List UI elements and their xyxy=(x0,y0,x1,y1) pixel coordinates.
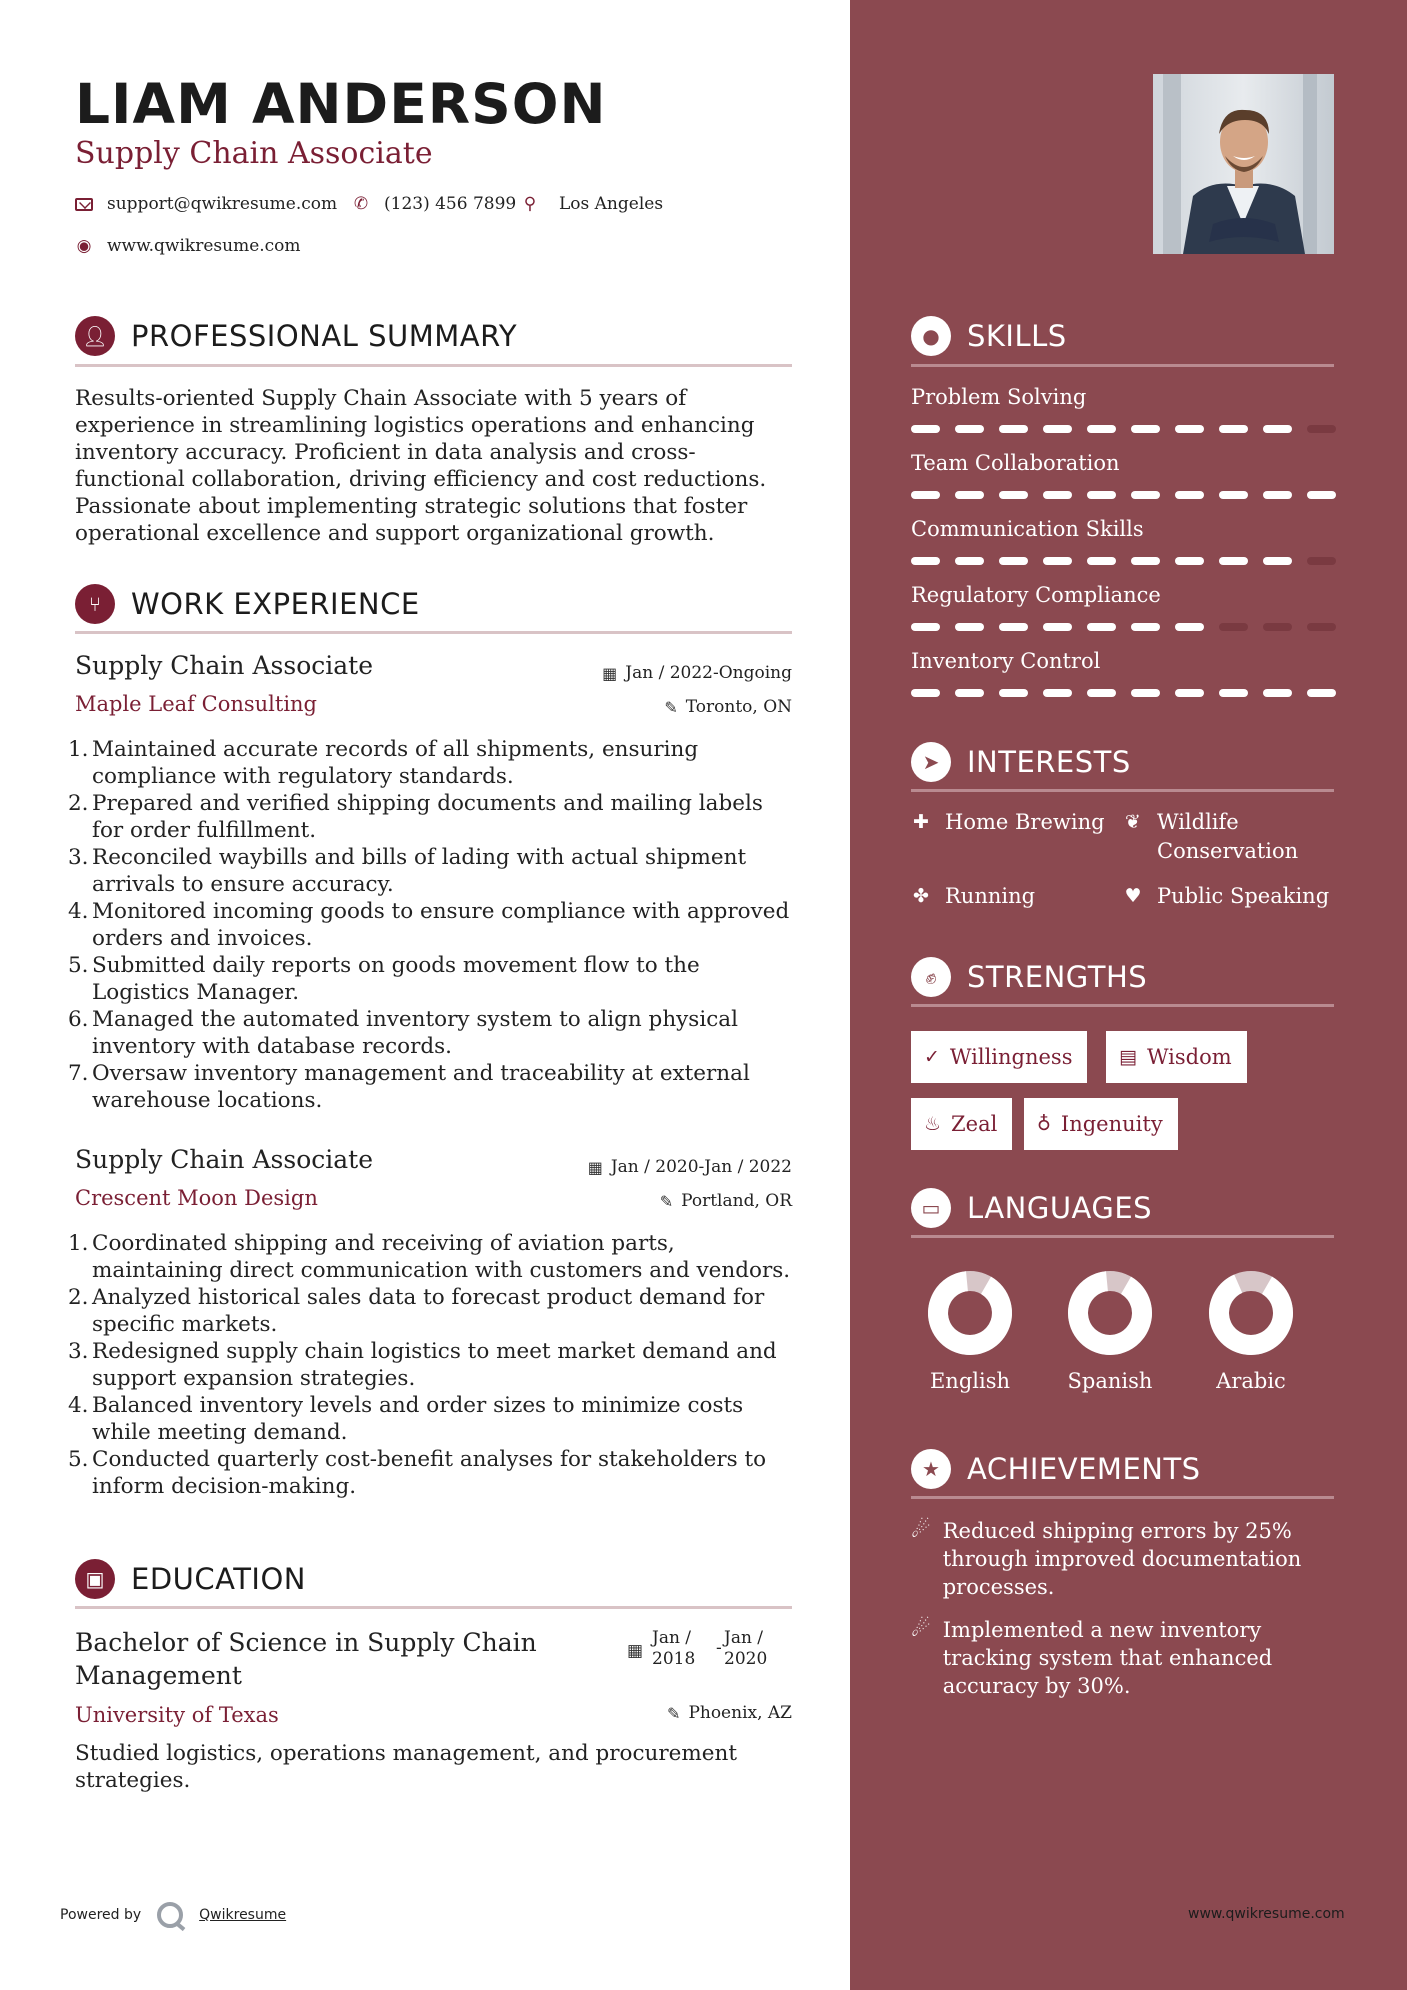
skill-dash xyxy=(911,557,940,565)
skill-meter xyxy=(911,689,1336,699)
achievements-heading-text: ACHIEVEMENTS xyxy=(967,1452,1201,1486)
map-marker-icon: ⚲ xyxy=(523,194,537,214)
languages-heading-text: LANGUAGES xyxy=(967,1191,1153,1225)
skill-dash xyxy=(911,491,940,499)
skill-dash xyxy=(1087,623,1116,631)
skill-dash xyxy=(1307,425,1336,433)
interests-divider xyxy=(911,789,1334,792)
skill-dash xyxy=(1087,689,1116,697)
skill-label: Communication Skills xyxy=(911,517,1144,541)
skill-dash xyxy=(1219,557,1248,565)
skill-dash xyxy=(1175,689,1204,697)
skills-heading-text: SKILLS xyxy=(967,319,1067,353)
education-heading-text: EDUCATION xyxy=(131,1562,307,1596)
list-item: 1. Maintained accurate records of all shipments, ensuring compliance with regulatory standards. xyxy=(68,737,699,789)
qwikresume-logo-icon xyxy=(157,1902,183,1928)
skill-dash xyxy=(1219,425,1248,433)
skill-meter xyxy=(911,557,1336,567)
footer-website[interactable]: www.qwikresume.com xyxy=(1188,1906,1345,1922)
skill-dash xyxy=(1131,425,1160,433)
lightbulb-icon: ♁ xyxy=(1037,1113,1051,1135)
skill-label: Regulatory Compliance xyxy=(911,583,1161,607)
contact-location xyxy=(521,194,663,214)
experience-heading-text: WORK EXPERIENCE xyxy=(131,587,420,621)
job-location xyxy=(560,697,792,717)
summary-text: Results-oriented Supply Chain Associate with 5 years of experience in streamlining logistics operations and enhancing inventory accuracy. Proficient in data analysis and cross-functional collaboration, driving efficiency and cost reductions. Passionate about implementing strategic solutions that foster operational excellence and support organizational growth. xyxy=(75,386,767,546)
achievement-item: ☄ Implemented a new inventory tracking system that enhanced accuracy by 30%. xyxy=(911,1617,1273,1698)
skill-dash xyxy=(1219,491,1248,499)
skill-dash xyxy=(999,425,1028,433)
skill-meter xyxy=(911,491,1336,501)
skill-dash xyxy=(955,425,984,433)
list-item: 1. Coordinated shipping and receiving of aviation parts, maintaining direct communication with customers and vendors. xyxy=(68,1231,791,1283)
skill-dash xyxy=(911,689,940,697)
phone-text: (123) 456 7899 xyxy=(384,194,517,214)
skill-dash xyxy=(1043,491,1072,499)
fire-icon: ♨ xyxy=(924,1113,942,1135)
list-item: 7. Oversaw inventory management and traceability at external warehouse locations. xyxy=(68,1061,750,1113)
footer-brand-link[interactable]: Qwikresume xyxy=(199,1907,287,1923)
strengths-divider xyxy=(911,1004,1334,1007)
education-description: Studied logistics, operations management, and procurement strategies. xyxy=(75,1741,737,1793)
contact-email[interactable] xyxy=(75,194,337,214)
language-icon: ▭ xyxy=(911,1188,951,1228)
degree-line-1: Bachelor of Science in Supply Chain xyxy=(75,1628,537,1657)
skill-dash xyxy=(955,689,984,697)
section-experience-heading xyxy=(75,584,420,624)
skill-dash xyxy=(1131,491,1160,499)
location-text: Los Angeles xyxy=(559,194,664,214)
skill-dash xyxy=(1263,623,1292,631)
interest-item: ✤ Running xyxy=(909,882,1035,911)
skill-dash xyxy=(1263,491,1292,499)
skill-dash xyxy=(1263,557,1292,565)
interests-heading-text: INTERESTS xyxy=(967,745,1131,779)
education-divider xyxy=(75,1606,792,1609)
job-location-text: Toronto, ON xyxy=(685,697,792,717)
job-dates xyxy=(560,663,792,683)
language-proficiency-ring xyxy=(1208,1270,1294,1356)
footer-powered-by: Powered by Qwikresume xyxy=(60,1902,286,1928)
skill-dash xyxy=(1087,557,1116,565)
skill-dash xyxy=(1043,689,1072,697)
list-item: 4. Monitored incoming goods to ensure compliance with approved orders and invoices. xyxy=(68,899,790,951)
education-start-date: Jan / 2018 xyxy=(652,1628,696,1669)
job-bullets xyxy=(68,736,798,1114)
skill-dash xyxy=(1087,425,1116,433)
skill-dash xyxy=(1307,557,1336,565)
job-company: Crescent Moon Design xyxy=(75,1186,318,1210)
strength-chip: ✓ Willingness xyxy=(911,1031,1087,1083)
skill-dash xyxy=(1175,491,1204,499)
section-languages-heading xyxy=(911,1188,1152,1228)
skill-dash xyxy=(999,557,1028,565)
candidate-name: LIAM ANDERSON xyxy=(75,72,607,136)
section-skills-heading xyxy=(911,316,1067,356)
skill-label: Inventory Control xyxy=(911,649,1101,673)
language-item xyxy=(915,1270,1025,1393)
skill-dash xyxy=(911,425,940,433)
section-strengths-heading xyxy=(911,957,1147,997)
experience-divider xyxy=(75,631,792,634)
list-item: 2. Analyzed historical sales data to forecast product demand for specific markets. xyxy=(68,1285,765,1337)
education-location xyxy=(560,1703,792,1723)
language-proficiency-ring xyxy=(1067,1270,1153,1356)
skill-dash xyxy=(1219,689,1248,697)
achievement-item: ☄ Reduced shipping errors by 25% through improved documentation processes. xyxy=(911,1518,1302,1599)
job-bullets xyxy=(68,1230,798,1500)
paper-plane-icon: ➤ xyxy=(911,742,951,782)
language-label: English xyxy=(929,1369,1011,1393)
list-item: 5. Submitted daily reports on goods movement flow to the Logistics Manager. xyxy=(68,953,700,1005)
list-item: 2. Prepared and verified shipping documents and mailing labels for order fulfillment. xyxy=(68,791,763,843)
achievements-divider xyxy=(911,1496,1334,1499)
fist-icon: ✊︎ xyxy=(911,957,951,997)
profile-photo xyxy=(1153,74,1334,254)
paw-icon: ✤ xyxy=(913,885,929,907)
calendar-icon: ▦ xyxy=(602,663,618,683)
list-item: 3. Reconciled waybills and bills of lading with actual shipment arrivals to ensure accuracy. xyxy=(68,845,747,897)
pushpin-icon: ✎ xyxy=(664,697,678,717)
lightbulb-icon: ● xyxy=(911,316,951,356)
list-item: 4. Balanced inventory levels and order sizes to minimize costs while meeting demand. xyxy=(68,1393,744,1445)
skill-meter xyxy=(911,623,1336,633)
language-label: Arabic xyxy=(1216,1369,1286,1393)
interest-item: ♥ Public Speaking xyxy=(1121,882,1329,911)
skills-divider xyxy=(911,364,1334,367)
summary-divider xyxy=(75,364,792,367)
job-dates-text: Jan / 2022-Ongoing xyxy=(625,663,792,683)
candidate-role: Supply Chain Associate xyxy=(75,136,433,171)
section-interests-heading xyxy=(911,742,1131,782)
skill-dash xyxy=(911,623,940,631)
job-location xyxy=(560,1191,792,1211)
graduate-icon: ▣ xyxy=(75,1559,115,1599)
skill-dash xyxy=(1307,491,1336,499)
skill-dash xyxy=(1175,425,1204,433)
book-icon: ▤ xyxy=(1119,1046,1137,1068)
skill-dash xyxy=(1263,689,1292,697)
calendar-icon: ▦ xyxy=(587,1157,603,1177)
leaf-icon: ❦ xyxy=(1125,811,1141,833)
skill-dash xyxy=(999,689,1028,697)
email-text: support@qwikresume.com xyxy=(107,194,338,214)
job-location-text: Portland, OR xyxy=(681,1191,792,1211)
job-dates-text: Jan / 2020-Jan / 2022 xyxy=(610,1157,792,1177)
skill-dash xyxy=(999,491,1028,499)
skill-label: Team Collaboration xyxy=(911,451,1120,475)
shooting-star-icon: ☄ xyxy=(911,1518,931,1543)
skill-dash xyxy=(1131,623,1160,631)
degree-title xyxy=(75,1626,537,1692)
website-text: www.qwikresume.com xyxy=(107,236,301,256)
skill-dash xyxy=(1175,623,1204,631)
envelope-icon xyxy=(75,198,93,211)
skill-dash xyxy=(1307,689,1336,697)
calendar-icon: ▦ xyxy=(627,1641,644,1661)
puzzle-icon: ✚ xyxy=(913,811,929,833)
skill-dash xyxy=(1043,425,1072,433)
skill-dash xyxy=(1043,557,1072,565)
contact-website[interactable] xyxy=(75,236,301,256)
globe-icon: ◉ xyxy=(76,236,92,256)
language-proficiency-ring xyxy=(927,1270,1013,1356)
pushpin-icon: ✎ xyxy=(659,1191,674,1211)
skill-dash xyxy=(1175,557,1204,565)
skill-dash xyxy=(999,623,1028,631)
heartbeat-icon: ♥ xyxy=(1124,885,1142,907)
user-icon: 👤︎ xyxy=(75,316,115,356)
education-location-text: Phoenix, AZ xyxy=(688,1703,792,1723)
skill-dash xyxy=(1087,491,1116,499)
star-icon: ★ xyxy=(911,1449,951,1489)
job-title: Supply Chain Associate xyxy=(75,651,373,680)
skill-dash xyxy=(1219,623,1248,631)
skill-label: Problem Solving xyxy=(911,385,1087,409)
list-item: 6. Managed the automated inventory system to align physical inventory with database records. xyxy=(68,1007,738,1059)
language-item xyxy=(1055,1270,1165,1393)
skill-dash xyxy=(1043,623,1072,631)
language-label: Spanish xyxy=(1067,1369,1153,1393)
skill-dash xyxy=(955,491,984,499)
section-summary-heading xyxy=(75,316,517,356)
list-item: 5. Conducted quarterly cost-benefit analyses for stakeholders to inform decision-making. xyxy=(68,1447,767,1499)
interest-item: ✚ Home Brewing xyxy=(909,808,1105,837)
summary-heading-text: PROFESSIONAL SUMMARY xyxy=(131,319,518,353)
contact-phone[interactable] xyxy=(352,194,516,214)
pushpin-icon: ✎ xyxy=(667,1703,681,1723)
skill-dash xyxy=(955,623,984,631)
skill-dash xyxy=(1263,425,1292,433)
strength-chip: ▤ Wisdom xyxy=(1106,1031,1247,1083)
degree-line-2: Management xyxy=(75,1661,242,1690)
skill-dash xyxy=(955,557,984,565)
strengths-heading-text: STRENGTHS xyxy=(967,960,1148,994)
skill-dash xyxy=(1307,623,1336,631)
interest-item: ❦ Wildlife Conservation xyxy=(1121,808,1351,866)
thumbs-up-icon: ✓ xyxy=(924,1046,940,1068)
section-achievements-heading xyxy=(911,1449,1201,1489)
shooting-star-icon: ☄ xyxy=(911,1617,931,1642)
skill-meter xyxy=(911,425,1336,435)
language-item xyxy=(1196,1270,1306,1393)
job-dates xyxy=(540,1157,792,1177)
phone-icon: ✆ xyxy=(353,194,369,214)
skill-dash xyxy=(1131,689,1160,697)
job-company: Maple Leaf Consulting xyxy=(75,692,318,716)
education-date-separator: - xyxy=(716,1638,722,1658)
school-name: University of Texas xyxy=(75,1703,279,1727)
section-education-heading xyxy=(75,1559,306,1599)
strength-chip: ♁ Ingenuity xyxy=(1024,1098,1178,1150)
office-chair-icon: ⑂ xyxy=(75,584,115,624)
job-title: Supply Chain Associate xyxy=(75,1145,373,1174)
skill-dash xyxy=(1131,557,1160,565)
languages-divider xyxy=(911,1235,1334,1238)
list-item: 3. Redesigned supply chain logistics to meet market demand and support expansion strategies. xyxy=(68,1339,777,1391)
strength-chip: ♨ Zeal xyxy=(911,1098,1012,1150)
education-end-date: Jan / 2020 xyxy=(724,1628,768,1669)
